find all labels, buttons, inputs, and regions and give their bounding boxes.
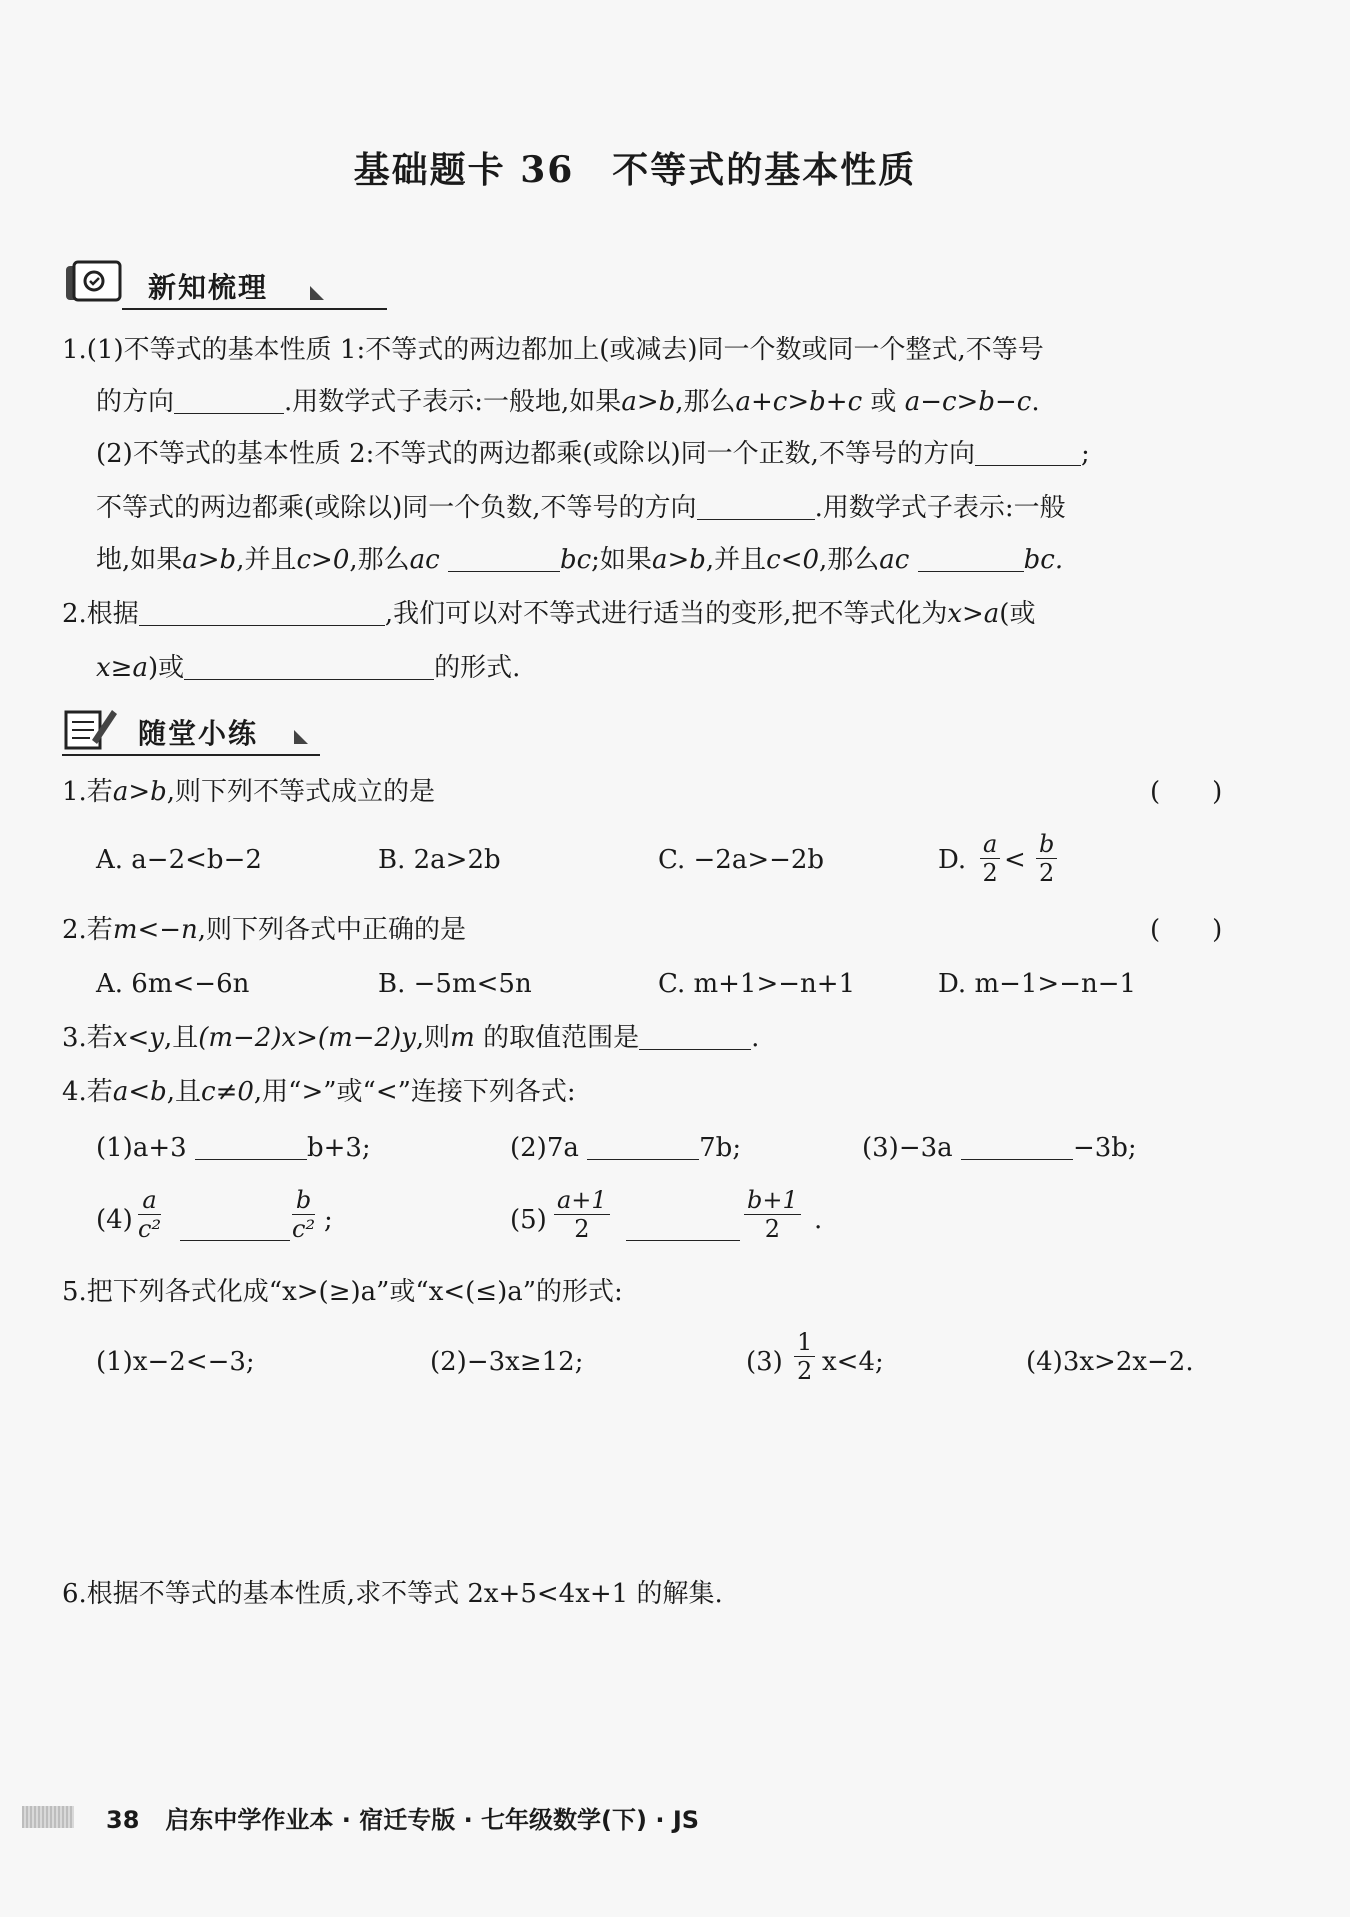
numerator: 1	[794, 1328, 815, 1357]
op-symbol: <	[1004, 845, 1026, 875]
section-label: 新知梳理	[148, 271, 269, 304]
s2-q2-option-a[interactable]: A. 6m<−6n	[96, 969, 250, 999]
s2-q2-option-d[interactable]: D. m−1>−n−1	[938, 969, 1137, 999]
answer-paren[interactable]: ( )	[1150, 777, 1223, 807]
text: ;如果	[591, 545, 652, 575]
fraction	[980, 830, 1000, 887]
math-expr: a>b	[112, 777, 167, 807]
s2-q5-item3-label: (3)	[746, 1347, 783, 1377]
answer-blank[interactable]	[448, 545, 560, 572]
s2-q4-item2	[510, 1128, 741, 1168]
text: ,用“>”或“<”连接下列各式:	[253, 1077, 576, 1107]
footer-text: 启东中学作业本 · 宿迁专版 · 七年级数学(下) · JS	[165, 1806, 700, 1834]
s2-q5-stem: 5.把下列各式化成“x>(≥)a”或“x<(≤)a”的形式:	[62, 1277, 623, 1307]
math-expr: bc	[559, 545, 592, 575]
text: .	[1031, 387, 1040, 417]
page-title: 基础题卡 36 不等式的基本性质	[353, 149, 917, 191]
page-number: 38	[106, 1806, 140, 1834]
s1-q2-line1	[62, 594, 1035, 634]
text: 2.根据	[62, 599, 139, 629]
numerator: b	[1036, 830, 1057, 859]
text: ,那么	[675, 387, 736, 417]
section-rule	[62, 754, 320, 756]
s1-q2-line2	[96, 648, 520, 688]
fraction	[1036, 830, 1057, 887]
answer-blank[interactable]	[918, 545, 1024, 572]
text: ,且	[163, 1023, 199, 1053]
denominator: 2	[574, 1215, 590, 1243]
text: .用数学式子表示:一般	[814, 493, 1066, 523]
section-arrow	[310, 286, 324, 300]
text: 的方向	[96, 387, 175, 417]
s2-q1-option-b[interactable]: B. 2a>2b	[378, 845, 501, 875]
fraction	[292, 1186, 315, 1243]
s2-q4-item1	[96, 1128, 371, 1168]
section-header-new-knowledge	[62, 260, 332, 310]
s2-q2-option-b[interactable]: B. −5m<5n	[378, 969, 532, 999]
text: ,并且	[236, 545, 297, 575]
section-header-practice	[62, 706, 332, 756]
fraction	[744, 1186, 801, 1243]
section-arrow	[294, 730, 308, 744]
s2-q5-item4: (4)3x>2x−2.	[1026, 1347, 1194, 1377]
footer-decor-bar	[22, 1806, 74, 1828]
answer-blank[interactable]	[139, 599, 385, 626]
s1-q1-line3	[96, 434, 1090, 474]
math-expr: a>b	[651, 545, 706, 575]
math-expr: a<b	[112, 1077, 167, 1107]
numerator: a+1	[554, 1186, 610, 1215]
text: −3b;	[1072, 1133, 1137, 1163]
page-footer	[106, 1800, 699, 1835]
s1-q1-line1: 1.(1)不等式的基本性质 1:不等式的两边都加上(或减去)同一个数或同一个整式,不等号	[62, 335, 1044, 365]
text: 1.若	[62, 777, 113, 807]
text: ,那么	[819, 545, 880, 575]
book-icon	[62, 260, 128, 306]
text: ,则下列各式中正确的是	[197, 915, 467, 945]
text: ,我们可以对不等式进行适当的变形,把不等式化为	[384, 599, 948, 629]
text: 7b;	[699, 1133, 742, 1163]
s1-q1-line5	[96, 540, 1063, 580]
fraction	[554, 1186, 610, 1243]
answer-blank[interactable]	[639, 1023, 751, 1050]
text: (或	[999, 599, 1036, 629]
numerator: a	[138, 1186, 161, 1215]
math-expr: c>0	[296, 545, 350, 575]
denominator: 2	[1039, 859, 1055, 887]
text: (2)不等式的基本性质 2:不等式的两边都乘(或除以)同一个正数,不等号的方向	[96, 439, 975, 469]
text: 的取值范围是	[483, 1023, 640, 1053]
text: ;	[1080, 439, 1090, 469]
answer-blank[interactable]	[174, 387, 284, 414]
text: 2.若	[62, 915, 113, 945]
math-expr: c≠0	[201, 1077, 254, 1107]
math-expr: a>b	[182, 545, 237, 575]
text: (3)−3a	[862, 1133, 953, 1163]
answer-paren[interactable]: ( )	[1150, 915, 1223, 945]
s1-q1-line4	[96, 488, 1066, 528]
s2-q2-option-c[interactable]: C. m+1>−n+1	[658, 969, 856, 999]
text: ,那么	[349, 545, 410, 575]
text: ,则下列不等式成立的是	[166, 777, 436, 807]
text: ,且	[166, 1077, 202, 1107]
s2-q1-option-d-label[interactable]: D.	[938, 845, 967, 875]
denominator: 2	[764, 1215, 781, 1243]
math-expr: bc.	[1023, 545, 1064, 575]
math-expr: a+c>b+c	[735, 387, 863, 417]
answer-blank[interactable]	[975, 439, 1081, 466]
denominator: c²	[292, 1215, 316, 1243]
text: 4.若	[62, 1077, 113, 1107]
text: ,并且	[705, 545, 767, 575]
math-expr: ac	[879, 545, 910, 575]
numerator: a	[980, 830, 1000, 859]
math-expr: a>b	[621, 387, 676, 417]
s2-q4-item3	[862, 1128, 1137, 1168]
math-expr: m	[450, 1023, 475, 1053]
notebook-pencil-icon	[62, 706, 120, 752]
text: (2)7a	[510, 1133, 579, 1163]
text: 地,如果	[96, 545, 183, 575]
text: .用数学式子表示:一般地,如果	[284, 387, 622, 417]
text: )或	[147, 653, 185, 683]
math-expr: x≥a	[96, 653, 148, 683]
punct: .	[814, 1205, 823, 1235]
answer-blank[interactable]	[195, 1133, 307, 1160]
s2-q1-option-c[interactable]: C. −2a>−2b	[658, 845, 825, 875]
s2-q5-item1: (1)x−2<−3;	[96, 1347, 255, 1377]
s2-q2-stem	[62, 910, 466, 950]
text: 3.若	[62, 1023, 113, 1053]
section-rule	[122, 308, 387, 310]
numerator: b+1	[744, 1186, 801, 1215]
denominator: 2	[982, 859, 998, 887]
text: 不等式的两边都乘(或除以)同一个负数,不等号的方向	[96, 493, 697, 523]
math-expr: c<0	[766, 545, 820, 575]
s2-q4-stem	[62, 1072, 576, 1112]
denominator: c²	[138, 1215, 162, 1243]
s2-q3	[62, 1018, 759, 1058]
s2-q1-stem	[62, 772, 435, 812]
text: ,则	[415, 1023, 451, 1053]
s2-q4-item5-label: (5)	[510, 1205, 547, 1235]
section-label: 随堂小练	[138, 717, 259, 750]
denominator: 2	[797, 1357, 813, 1385]
math-expr: a−c>b−c	[904, 387, 1032, 417]
answer-blank[interactable]	[626, 1214, 740, 1241]
punct: ;	[324, 1205, 333, 1235]
math-expr: ac	[409, 545, 440, 575]
s2-q5-item2: (2)−3x≥12;	[430, 1347, 584, 1377]
answer-blank[interactable]	[180, 1214, 290, 1241]
answer-blank[interactable]	[587, 1133, 699, 1160]
s2-q6: 6.根据不等式的基本性质,求不等式 2x+5<4x+1 的解集.	[62, 1579, 723, 1609]
answer-blank[interactable]	[697, 493, 815, 520]
answer-blank[interactable]	[184, 653, 434, 680]
fraction	[138, 1186, 161, 1243]
text: b+3;	[306, 1133, 371, 1163]
s2-q5-item3-expr: x<4;	[822, 1347, 884, 1377]
text: 或	[870, 387, 897, 417]
text: .	[751, 1023, 760, 1053]
math-expr: (m−2)x>(m−2)y	[198, 1023, 416, 1053]
math-expr: x>a	[947, 599, 1000, 629]
answer-blank[interactable]	[961, 1133, 1073, 1160]
text: (1)a+3	[96, 1133, 187, 1163]
s1-q1-line2	[96, 382, 1040, 422]
numerator: b	[292, 1186, 315, 1215]
math-expr: m<−n	[112, 915, 198, 945]
text: 的形式.	[434, 653, 521, 683]
s2-q1-option-a[interactable]: A. a−2<b−2	[96, 845, 262, 875]
math-expr: x<y	[112, 1023, 164, 1053]
fraction	[794, 1328, 815, 1385]
s2-q4-item4-label: (4)	[96, 1205, 133, 1235]
